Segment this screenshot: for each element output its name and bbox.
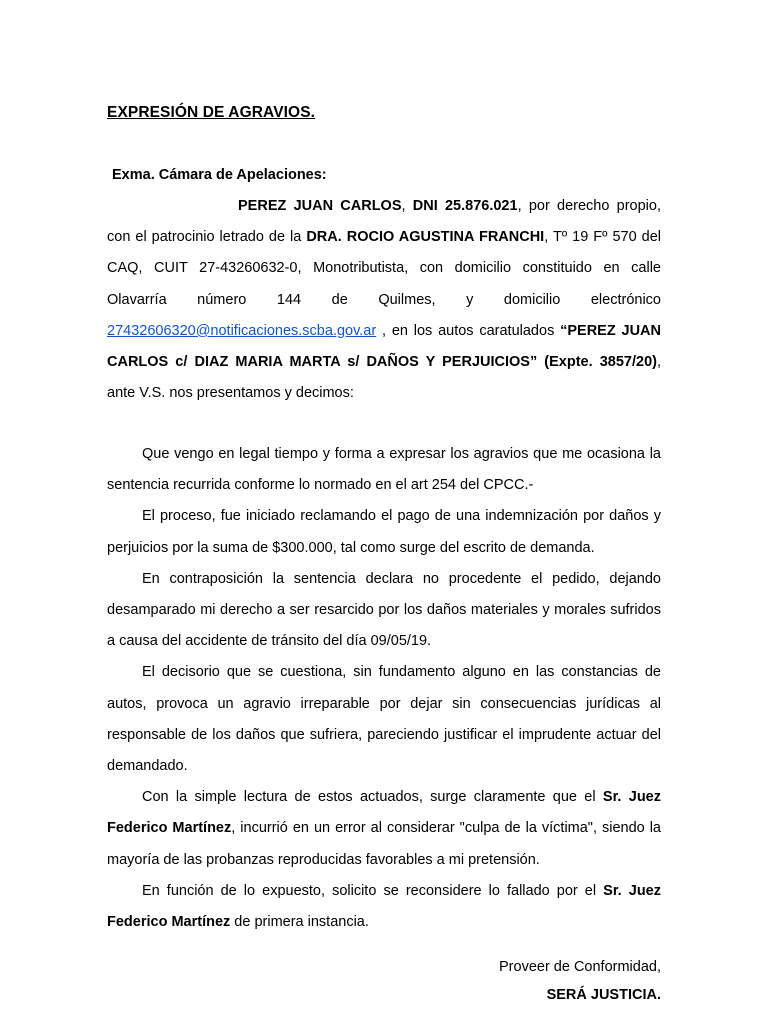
closing-line-2: SERÁ JUSTICIA. (546, 987, 661, 1003)
paragraph-6 (107, 876, 661, 938)
intro-paragraph (107, 191, 661, 409)
intro-text-4: , ante V.S. nos presentamos y decimos: (107, 354, 661, 402)
electronic-address-link[interactable]: 27432606320@notificaciones.scba.gov.ar (107, 322, 377, 339)
case-title: “PEREZ JUAN CARLOS c/ DIAZ MARIA MARTA s/ DAÑOS Y PERJUICIOS” (Expte. 3857/20) (107, 322, 661, 371)
intro-text-1: , por derecho propio, con el patrocinio letrado de la (107, 198, 661, 246)
paragraph-5 (107, 782, 661, 876)
paragraph-5-text-b: , incurrió en un error al considerar "culpa de la víctima", siendo la mayoría de las probanzas reproducidas favorables a mi pretensión. (107, 820, 661, 868)
paragraph-4: El decisorio que se cuestiona, sin fundamento alguno en las constancias de autos, provoca un agravio irreparable por dejar sin consecuencias jurídicas al responsable de los daños que sufriera, pareciendo justificar el imprudente actuar del demandado. (107, 664, 661, 775)
closing-block (499, 953, 661, 1009)
paragraph-5-text-a: Con la simple lectura de estos actuados, surge claramente que el (142, 789, 603, 806)
intro-text-3: , en los autos caratulados (376, 322, 561, 339)
document-page (107, 0, 661, 1024)
intro-text-2: , Tº 19 Fº 570 del CAQ, CUIT 27-43260632-0, Monotributista, con domicilio constituido en calle Olavarría número 144 de Quilmes, y domicilio electrónico (107, 229, 661, 308)
intro-separator: , (401, 198, 413, 214)
paragraph-2: El proceso, fue iniciado reclamando el pago de una indemnización por daños y perjuicios por la suma de $300.000, tal como surge del escrito de demanda. (107, 508, 661, 556)
closing-line-1: Proveer de Conformidad, (499, 959, 661, 975)
paragraph-6-text-b: de primera instancia. (230, 914, 369, 931)
paragraph-1: Que vengo en legal tiempo y forma a expresar los agravios que me ocasiona la sentencia recurrida conforme lo normado en el art 254 del CPCC.- (107, 446, 661, 494)
appellant-name: PEREZ JUAN CARLOS (238, 198, 402, 214)
judge-name: Sr. Juez Federico Martínez (107, 882, 661, 931)
paragraph-6-text-a: En función de lo expuesto, solicito se reconsidere lo fallado por el (142, 882, 604, 899)
paragraph-3: En contraposición la sentencia declara no procedente el pedido, dejando desamparado mi derecho a ser resarcido por los daños materiales y morales sufridos a causa del accidente de tránsito del día 09/05/19. (107, 570, 661, 650)
appellant-dni: DNI 25.876.021 (412, 198, 518, 214)
lawyer-name: DRA. ROCIO AGUSTINA FRANCHI (306, 229, 545, 246)
judge-name: Sr. Juez Federico Martínez (107, 789, 661, 837)
document-title: EXPRESIÓN DE AGRAVIOS. (107, 104, 316, 121)
document-body (107, 439, 661, 938)
addressee: Exma. Cámara de Apelaciones: (112, 167, 327, 183)
